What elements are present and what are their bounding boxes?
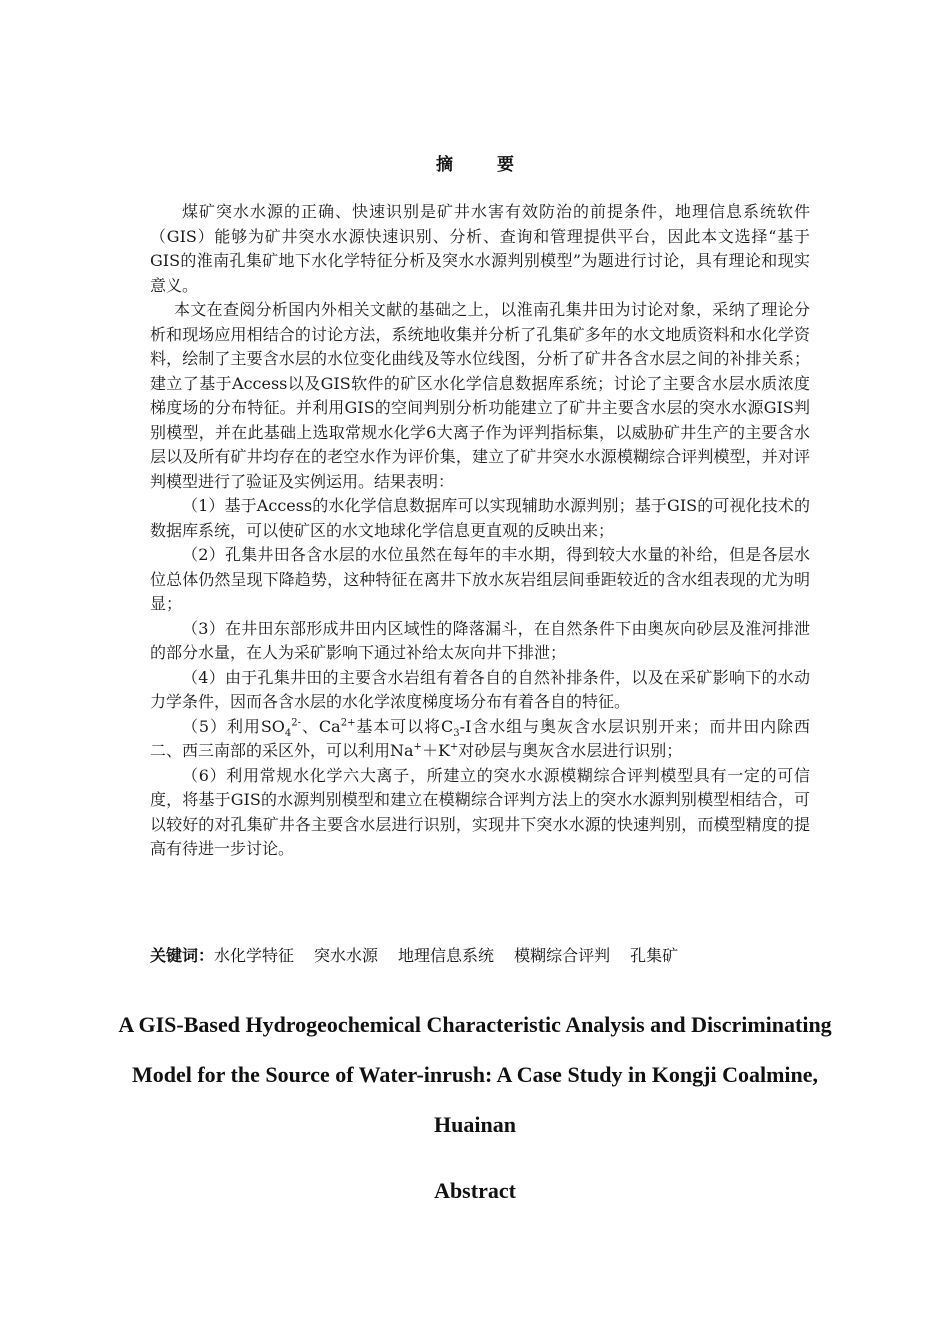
result-item-5: （5）利用$SO_4^{2-}$、$Ca^{2+}$基本可以将$C_3-I$含水组与奥灰含水层识别开来；而井田内除西二、西三南部的采区外，可以利用Na+＋K+对砂层与奥灰含水层进行识别； [150, 716, 810, 760]
keyword-item: 地理信息系统 [398, 946, 495, 965]
keyword-item: 突水水源 [314, 946, 379, 965]
abstract-cn-body [150, 200, 810, 862]
abstract-cn-title-char-1: 摘 [436, 155, 453, 175]
result-item-2: （2）孔集井田各含水层的水位虽然在每年的丰水期，得到较大水量的补给，但是各层水位总体仍然呈现下降趋势，这种特征在离井下放水灰岩组层间垂距较近的含水组表现的尤为明显； [150, 545, 810, 613]
keywords-label: 关键词： [150, 946, 215, 965]
english-abstract-heading: Abstract [434, 1178, 516, 1203]
keyword-item: 模糊综合评判 [514, 946, 611, 965]
result-item-6: （6）利用常规水化学六大离子，所建立的突水水源模糊综合评判模型具有一定的可信度，将基于GIS的水源判别模型和建立在模糊综合评判方法上的突水水源判别模型相结合，可以较好的对孔集矿井各主要含水层进行识别，实现井下突水水源的快速判别，而模型精度的提高有待进一步讨论。 [150, 765, 810, 858]
keywords-line [150, 944, 810, 968]
result-item-1: （1）基于Access的水化学信息数据库可以实现辅助水源判别；基于GIS的可视化技术的数据库系统，可以使矿区的水文地球化学信息更直观的反映出来； [150, 496, 810, 540]
english-title: A GIS-Based Hydrogeochemical Characteristic Analysis and Discriminating Model for the Source of Water-inrush: A Case Study in Kongji Coalmine, Huainan [118, 1012, 832, 1137]
abstract-cn-title-char-2: 要 [497, 155, 514, 175]
keyword-item: 水化学特征 [214, 946, 295, 965]
abstract-cn-title [0, 150, 950, 175]
result-item-4: （4）由于孔集井田的主要含水岩组有着各自的自然补排条件，以及在采矿影响下的水动力学条件，因而各含水层的水化学浓度梯度场分布有着各自的特征。 [150, 667, 810, 711]
abstract-paragraph-1: 煤矿突水水源的正确、快速识别是矿井水害有效防治的前提条件，地理信息系统软件（GIS）能够为矿井突水水源快速识别、分析、查询和管理提供平台，因此本文选择“基于GIS的淮南孔集矿地下水化学特征分析及突水水源判别模型”为题进行讨论，具有理论和现实意义。 [150, 202, 810, 295]
result-item-3: （3）在井田东部形成井田内区域性的降落漏斗，在自然条件下由奥灰向砂层及淮河排泄的部分水量，在人为采矿影响下通过补给太灰向井下排泄； [150, 618, 810, 662]
keyword-item: 孔集矿 [630, 946, 679, 965]
abstract-paragraph-2: 本文在查阅分析国内外相关文献的基础之上，以淮南孔集井田为讨论对象，采纳了理论分析和现场应用相结合的讨论方法，系统地收集并分析了孔集矿多年的水文地质资料和水化学资料，绘制了主要含水层的水位变化曲线及等水位线图，分析了矿井各含水层之间的补排关系；建立了基于Access以及GIS软件的矿区水化学信息数据库系统；讨论了主要含水层水质浓度梯度场的分布特征。并利用GIS的空间判别分析功能建立了矿井主要含水层的突水水源GIS判别模型，并在此基础上选取常规水化学6大离子作为评判指标集，以威胁矿井生产的主要含水层以及所有矿井均存在的老空水作为评价集，建立了矿井突水水源模糊综合评判模型，并对评判模型进行了验证及实例运用。结果表明： [150, 300, 810, 491]
